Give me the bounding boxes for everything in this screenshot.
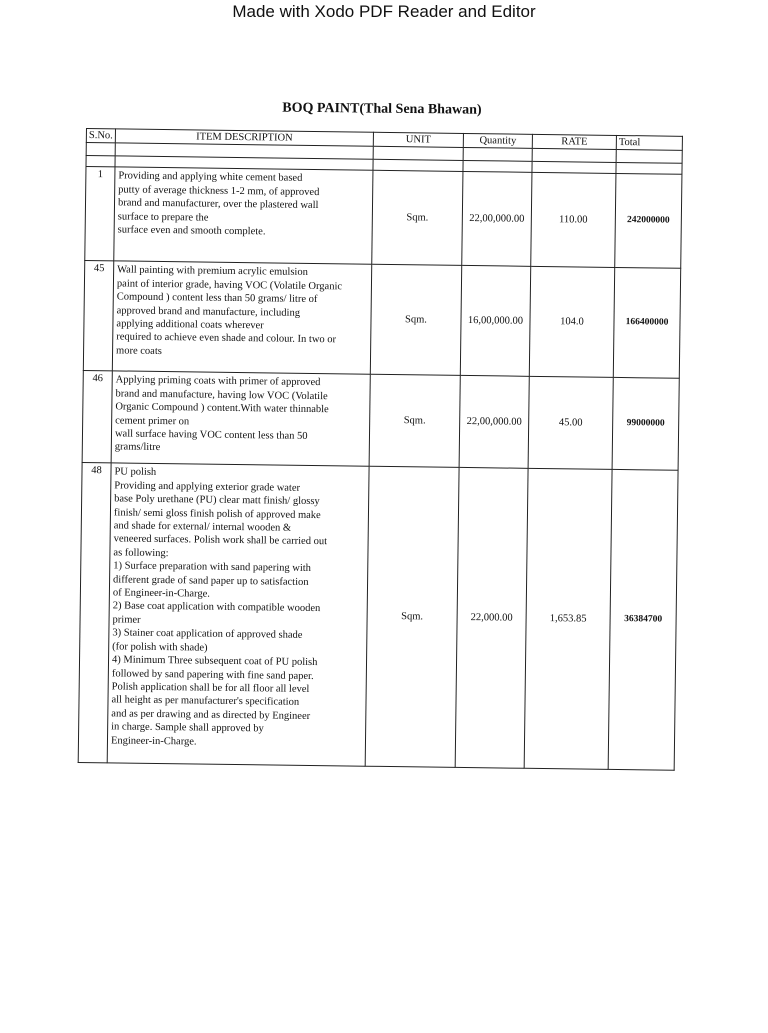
row-total: 166400000 xyxy=(613,268,680,379)
header-item-description: ITEM DESCRIPTION xyxy=(115,129,373,147)
row-description: Wall painting with premium acrylic emulsion paint of interior grade, having VOC (Volatile Organic Compound ) content less than 50 grams/ litre of approved brand and manufacture, including applying additional coats wherever required to achieve even shade and colour. In two or more coats xyxy=(112,261,371,374)
header-sno: S.No. xyxy=(86,129,115,144)
row-total: 99000000 xyxy=(612,378,679,471)
row-unit: Sqm. xyxy=(365,467,459,768)
row-sno: 48 xyxy=(78,463,111,763)
header-quantity: Quantity xyxy=(463,133,532,148)
row-quantity: 22,000.00 xyxy=(455,468,528,769)
table-row xyxy=(82,371,679,471)
row-quantity: 16,00,000.00 xyxy=(460,266,530,377)
row-sno: 46 xyxy=(82,371,112,463)
row-quantity: 22,00,000.00 xyxy=(459,376,529,469)
table-row xyxy=(78,463,678,771)
header-rate: RATE xyxy=(532,134,616,150)
table-row xyxy=(85,167,682,269)
row-description: Applying priming coats with primer of approved brand and manufacture, having low VOC (Volatile Organic Compound ) content.With water thinnable cement primer on wall surface having VOC content less than 50 grams/litre xyxy=(111,371,370,466)
row-rate: 110.00 xyxy=(531,173,616,268)
header-total: Total xyxy=(616,135,682,150)
row-description: Providing and applying white cement based putty of average thickness 1-2 mm, of approved brand and manufacturer, over the plastered wall surface to prepare the surface even and smooth complete. xyxy=(114,167,373,264)
row-rate: 45.00 xyxy=(528,377,613,470)
row-total: 36384700 xyxy=(608,470,678,771)
row-sno: 1 xyxy=(85,167,115,261)
row-quantity: 22,00,000.00 xyxy=(462,172,532,267)
row-description: PU polish Providing and applying exterior grade water base Poly urethane (PU) clear matt finish/ glossy finish/ semi gloss finish polish of approved make and shade for external/ internal wooden & veneered surfaces. Polish work shall be carried out as following: 1) Surface preparation with sand papering with different grade of sand paper up to satisfaction of Engineer-in-Charge. 2) Base coat application with compatible wooden primer 3) Stainer coat application of approved shade (for polish with shade) 4) Minimum Three subsequent coat of PU polish followed by sand papering with fine sand paper. Polish application shall be for all floor all level all height as per manufacturer's specification and as per drawing and as directed by Engineer in charge. Sample shall approved by Engineer-in-Charge. xyxy=(107,463,369,766)
pdf-banner: Made with Xodo PDF Reader and Editor xyxy=(232,2,536,21)
row-total: 242000000 xyxy=(615,174,682,269)
row-rate: 104.0 xyxy=(529,267,614,378)
row-rate: 1,653.85 xyxy=(524,469,612,770)
row-unit: Sqm. xyxy=(372,171,463,266)
header-unit: UNIT xyxy=(373,132,463,148)
row-unit: Sqm. xyxy=(369,375,460,468)
row-sno: 45 xyxy=(83,261,113,371)
row-unit: Sqm. xyxy=(370,265,461,376)
table-row xyxy=(83,261,680,379)
boq-table xyxy=(78,128,683,771)
document-title: BOQ PAINT(Thal Sena Bhawan) xyxy=(282,100,482,118)
